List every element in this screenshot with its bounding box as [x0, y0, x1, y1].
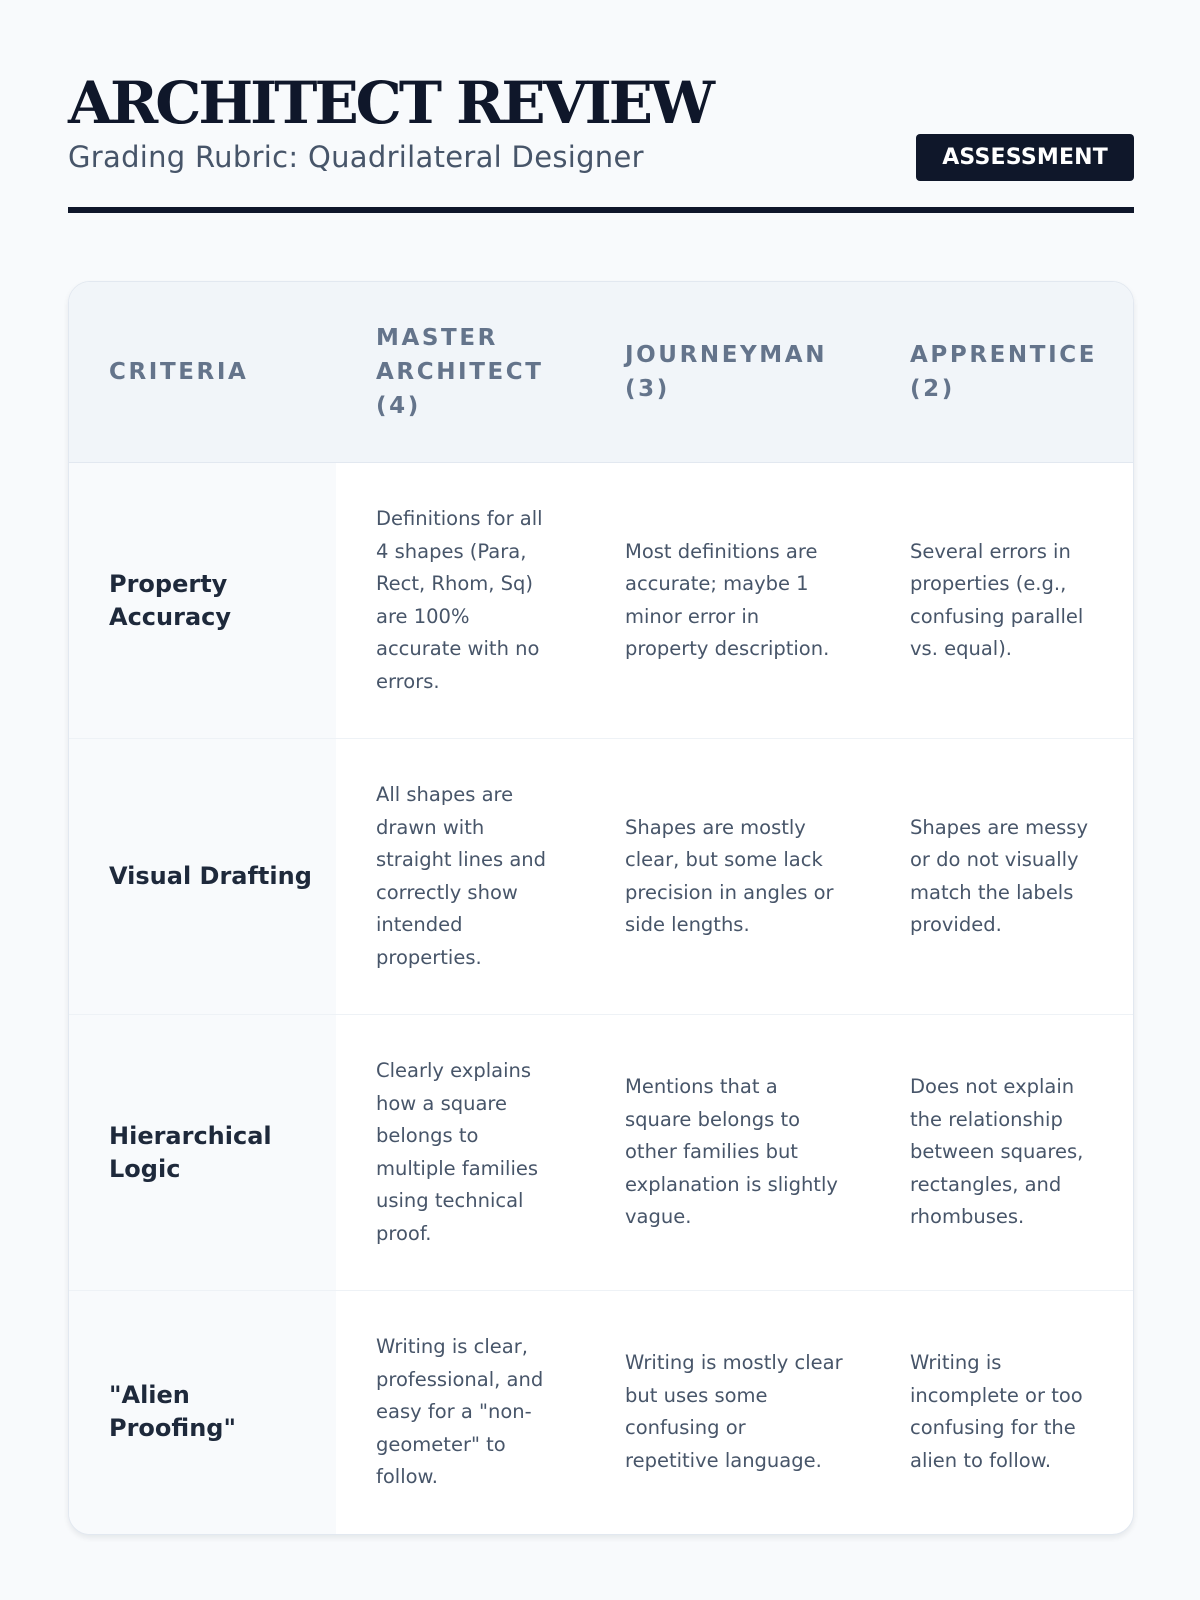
- column-header-journeyman: JOURNEYMAN (3): [585, 282, 870, 463]
- criterion-cell: Property Accuracy: [69, 463, 336, 739]
- criterion-cell: "Alien Proofing": [69, 1291, 336, 1534]
- column-header-apprentice: APPRENTICE (2): [870, 282, 1133, 463]
- assessment-badge: ASSESSMENT: [916, 134, 1134, 181]
- page-title: ARCHITECT REVIEW: [68, 69, 713, 137]
- master-cell: All shapes are drawn with straight lines and correctly show intended properties.: [336, 739, 585, 1015]
- apprentice-cell: Shapes are messy or do not visually match the labels provided.: [870, 739, 1133, 1015]
- apprentice-cell: Several errors in properties (e.g., confusing parallel vs. equal).: [910, 539, 1084, 660]
- master-cell: Definitions for all 4 shapes (Para, Rect, Rhom, Sq) are 100% accurate with no errors.: [376, 507, 543, 693]
- rubric-body: [69, 463, 1133, 1534]
- criterion-cell: Visual Drafting: [69, 739, 336, 1015]
- criterion-cell: Hierarchical Logic: [69, 1015, 336, 1291]
- header-row: [69, 282, 1133, 463]
- table-row: [69, 463, 1133, 739]
- master-cell: Writing is clear, professional, and easy for a "non-geometer" to follow.: [336, 1291, 585, 1534]
- journeyman-cell: Writing is mostly clear but uses some confusing or repetitive language.: [585, 1291, 870, 1534]
- column-header-criteria: CRITERIA: [69, 282, 336, 463]
- rubric-table: [69, 282, 1133, 1534]
- master-cell: Clearly explains how a square belongs to multiple families using technical proof.: [336, 1015, 585, 1291]
- table-row: [69, 1291, 1133, 1534]
- table-row: [69, 1015, 1133, 1291]
- page-subtitle: Grading Rubric: Quadrilateral Designer: [68, 140, 644, 174]
- apprentice-cell: Writing is incomplete or too confusing for the alien to follow.: [870, 1291, 1133, 1534]
- page-header: [68, 70, 1134, 174]
- rubric-card: [68, 281, 1134, 1535]
- apprentice-cell: Does not explain the relationship between squares, rectangles, and rhombuses.: [870, 1015, 1133, 1291]
- header-divider: [68, 207, 1134, 213]
- journeyman-cell: Shapes are mostly clear, but some lack precision in angles or side lengths.: [585, 739, 870, 1015]
- journeyman-cell: Mentions that a square belongs to other families but explanation is slightly vague.: [585, 1015, 870, 1291]
- table-row: [69, 739, 1133, 1015]
- column-header-master: MASTER ARCHITECT (4): [336, 282, 585, 463]
- journeyman-cell: Most definitions are accurate; maybe 1 minor error in property description.: [625, 539, 830, 660]
- rubric-header: [69, 282, 1133, 463]
